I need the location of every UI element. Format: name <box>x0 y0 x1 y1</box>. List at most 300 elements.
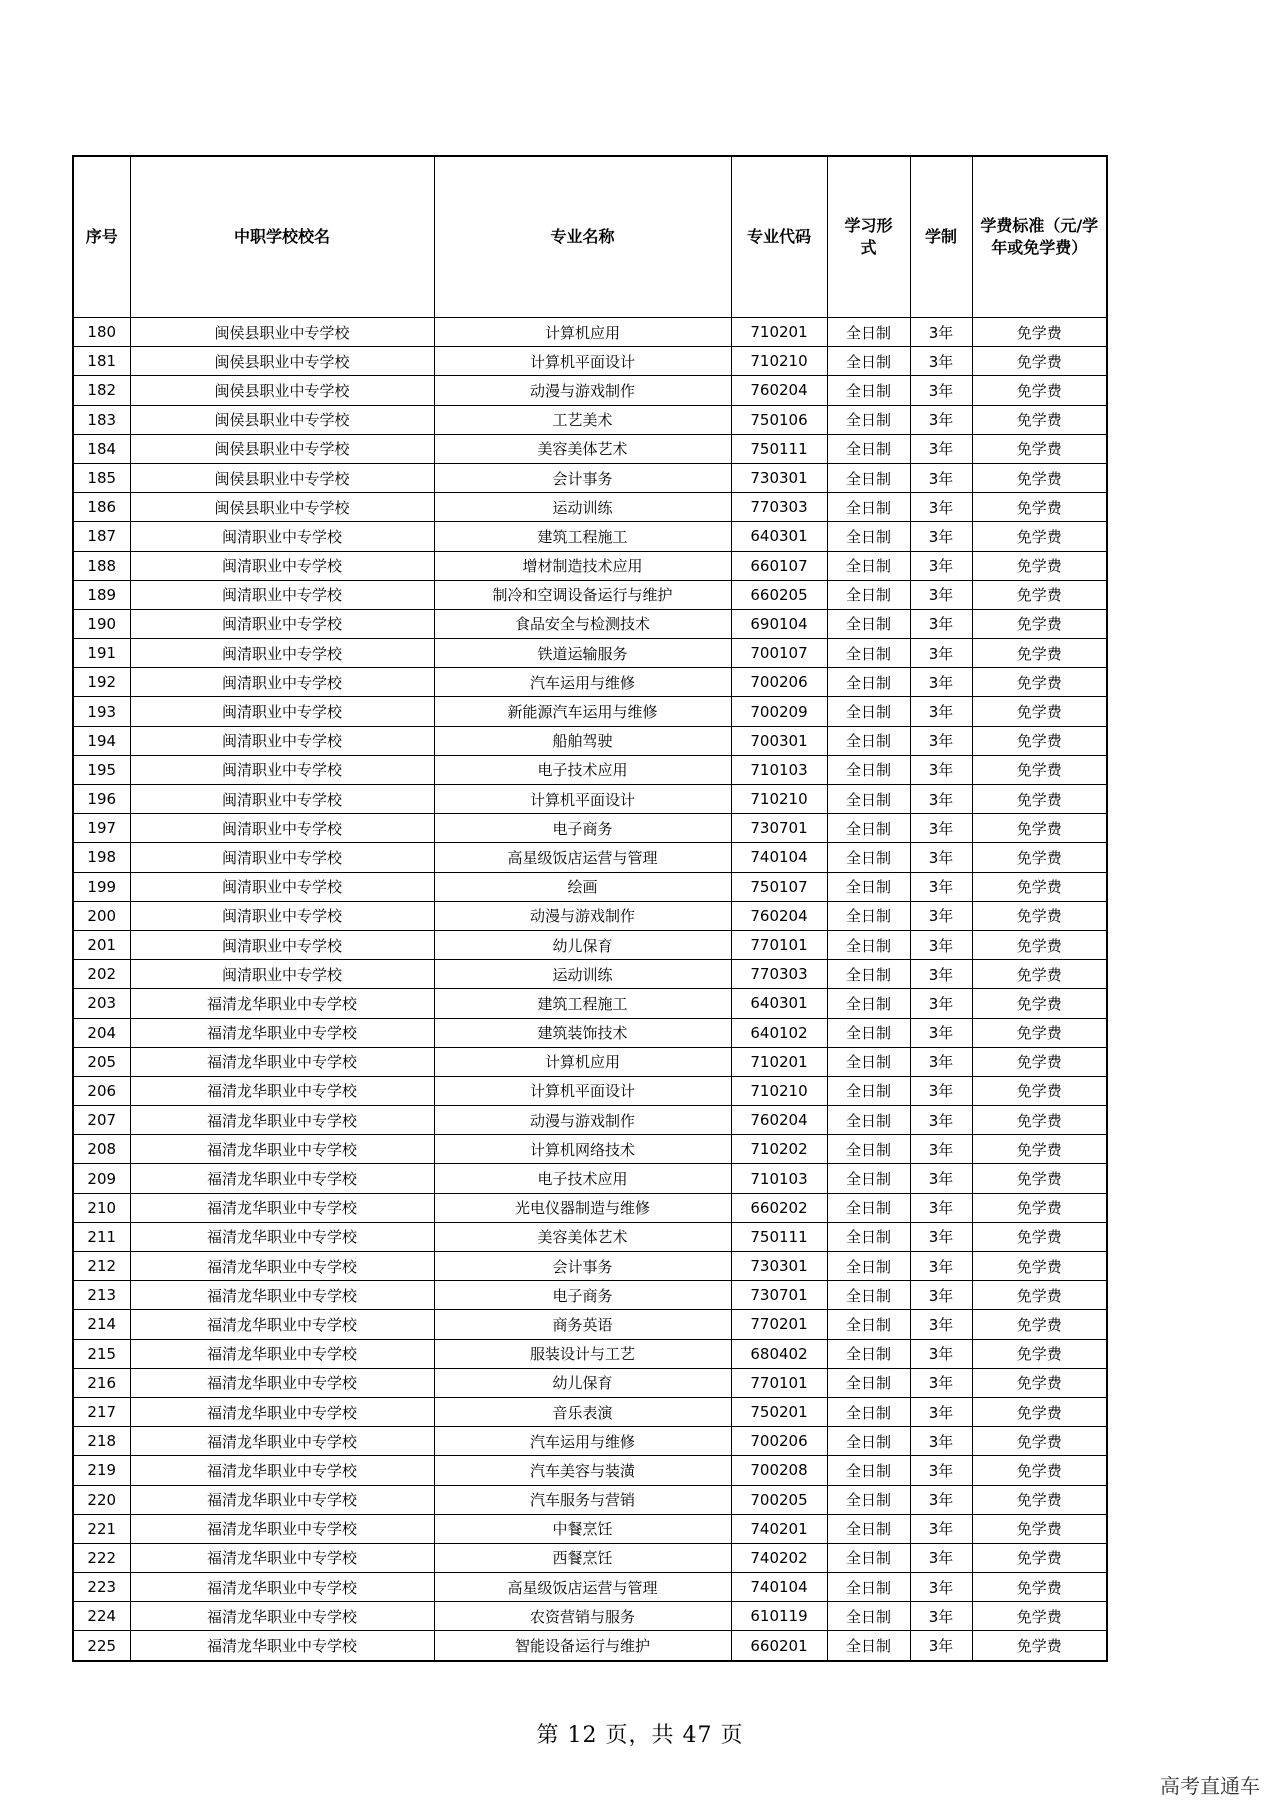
cell-duration: 3年 <box>910 1164 972 1193</box>
cell-major-name: 中餐烹饪 <box>434 1514 731 1543</box>
cell-study-mode: 全日制 <box>827 1456 910 1485</box>
cell-major-code: 730701 <box>731 814 827 843</box>
cell-duration: 3年 <box>910 376 972 405</box>
cell-study-mode: 全日制 <box>827 1368 910 1397</box>
cell-major-code: 690104 <box>731 609 827 638</box>
cell-major-name: 电子技术应用 <box>434 755 731 784</box>
cell-tuition: 免学费 <box>972 609 1107 638</box>
cell-major-name: 农资营销与服务 <box>434 1602 731 1631</box>
cell-duration: 3年 <box>910 1602 972 1631</box>
cell-duration: 3年 <box>910 1222 972 1251</box>
cell-index: 200 <box>73 901 130 930</box>
cell-duration: 3年 <box>910 1018 972 1047</box>
cell-duration: 3年 <box>910 843 972 872</box>
cell-study-mode: 全日制 <box>827 434 910 463</box>
cell-major-name: 智能设备运行与维护 <box>434 1631 731 1661</box>
cell-study-mode: 全日制 <box>827 1193 910 1222</box>
table-row <box>73 697 1107 726</box>
cell-tuition: 免学费 <box>972 668 1107 697</box>
cell-school-name: 福清龙华职业中专学校 <box>130 1456 434 1485</box>
cell-school-name: 闽清职业中专学校 <box>130 668 434 697</box>
table-header <box>73 156 1107 318</box>
cell-major-code: 680402 <box>731 1339 827 1368</box>
cell-index: 211 <box>73 1222 130 1251</box>
cell-tuition: 免学费 <box>972 1397 1107 1426</box>
cell-major-name: 电子商务 <box>434 1281 731 1310</box>
cell-tuition: 免学费 <box>972 1135 1107 1164</box>
cell-major-name: 商务英语 <box>434 1310 731 1339</box>
cell-major-code: 710103 <box>731 1164 827 1193</box>
cell-major-code: 730301 <box>731 463 827 492</box>
cell-tuition: 免学费 <box>972 930 1107 959</box>
cell-index: 189 <box>73 580 130 609</box>
table-row <box>73 1281 1107 1310</box>
cell-index: 216 <box>73 1368 130 1397</box>
header-study-mode: 学习形式 <box>827 156 910 318</box>
cell-school-name: 闽清职业中专学校 <box>130 522 434 551</box>
cell-index: 192 <box>73 668 130 697</box>
cell-major-name: 新能源汽车运用与维修 <box>434 697 731 726</box>
cell-index: 219 <box>73 1456 130 1485</box>
cell-duration: 3年 <box>910 1427 972 1456</box>
cell-tuition: 免学费 <box>972 755 1107 784</box>
header-major-name: 专业名称 <box>434 156 731 318</box>
cell-school-name: 闽侯县职业中专学校 <box>130 434 434 463</box>
cell-school-name: 福清龙华职业中专学校 <box>130 1252 434 1281</box>
cell-duration: 3年 <box>910 872 972 901</box>
cell-school-name: 闽清职业中专学校 <box>130 726 434 755</box>
cell-duration: 3年 <box>910 697 972 726</box>
header-tuition: 学费标准（元/学年或免学费） <box>972 156 1107 318</box>
cell-major-code: 700206 <box>731 1427 827 1456</box>
cell-duration: 3年 <box>910 1339 972 1368</box>
cell-major-code: 700107 <box>731 639 827 668</box>
cell-study-mode: 全日制 <box>827 1310 910 1339</box>
cell-study-mode: 全日制 <box>827 755 910 784</box>
cell-study-mode: 全日制 <box>827 551 910 580</box>
cell-index: 205 <box>73 1047 130 1076</box>
cell-school-name: 福清龙华职业中专学校 <box>130 1076 434 1105</box>
cell-index: 196 <box>73 785 130 814</box>
cell-major-code: 750111 <box>731 434 827 463</box>
cell-major-code: 700301 <box>731 726 827 755</box>
cell-duration: 3年 <box>910 1310 972 1339</box>
cell-tuition: 免学费 <box>972 1281 1107 1310</box>
table-row <box>73 989 1107 1018</box>
cell-major-code: 610119 <box>731 1602 827 1631</box>
cell-major-name: 幼儿保育 <box>434 1368 731 1397</box>
cell-major-name: 建筑工程施工 <box>434 989 731 1018</box>
cell-tuition: 免学费 <box>972 814 1107 843</box>
cell-school-name: 闽清职业中专学校 <box>130 901 434 930</box>
cell-major-code: 660202 <box>731 1193 827 1222</box>
cell-tuition: 免学费 <box>972 1485 1107 1514</box>
cell-tuition: 免学费 <box>972 434 1107 463</box>
cell-index: 210 <box>73 1193 130 1222</box>
cell-major-name: 工艺美术 <box>434 405 731 434</box>
cell-study-mode: 全日制 <box>827 901 910 930</box>
table-row <box>73 1164 1107 1193</box>
table-body <box>73 318 1107 1661</box>
cell-index: 193 <box>73 697 130 726</box>
cell-study-mode: 全日制 <box>827 1076 910 1105</box>
cell-school-name: 福清龙华职业中专学校 <box>130 1543 434 1572</box>
cell-index: 215 <box>73 1339 130 1368</box>
cell-tuition: 免学费 <box>972 785 1107 814</box>
cell-major-name: 计算机平面设计 <box>434 1076 731 1105</box>
cell-study-mode: 全日制 <box>827 1106 910 1135</box>
cell-tuition: 免学费 <box>972 1543 1107 1572</box>
cell-school-name: 闽侯县职业中专学校 <box>130 405 434 434</box>
cell-study-mode: 全日制 <box>827 1485 910 1514</box>
cell-duration: 3年 <box>910 318 972 347</box>
cell-major-name: 会计事务 <box>434 1252 731 1281</box>
cell-index: 195 <box>73 755 130 784</box>
cell-study-mode: 全日制 <box>827 1281 910 1310</box>
table-row <box>73 1135 1107 1164</box>
cell-tuition: 免学费 <box>972 1514 1107 1543</box>
cell-study-mode: 全日制 <box>827 1164 910 1193</box>
cell-school-name: 闽侯县职业中专学校 <box>130 347 434 376</box>
cell-major-name: 船舶驾驶 <box>434 726 731 755</box>
table-row <box>73 1076 1107 1105</box>
cell-index: 218 <box>73 1427 130 1456</box>
cell-tuition: 免学费 <box>972 1573 1107 1602</box>
cell-major-code: 640102 <box>731 1018 827 1047</box>
cell-study-mode: 全日制 <box>827 1047 910 1076</box>
cell-duration: 3年 <box>910 726 972 755</box>
table-row <box>73 930 1107 959</box>
table-row <box>73 639 1107 668</box>
cell-school-name: 福清龙华职业中专学校 <box>130 1281 434 1310</box>
cell-study-mode: 全日制 <box>827 1631 910 1661</box>
cell-study-mode: 全日制 <box>827 318 910 347</box>
table-row <box>73 1397 1107 1426</box>
cell-duration: 3年 <box>910 639 972 668</box>
cell-study-mode: 全日制 <box>827 580 910 609</box>
cell-index: 202 <box>73 960 130 989</box>
cell-study-mode: 全日制 <box>827 1018 910 1047</box>
cell-duration: 3年 <box>910 814 972 843</box>
cell-duration: 3年 <box>910 668 972 697</box>
cell-tuition: 免学费 <box>972 1631 1107 1661</box>
table-row <box>73 1368 1107 1397</box>
cell-school-name: 福清龙华职业中专学校 <box>130 1106 434 1135</box>
table-row <box>73 1106 1107 1135</box>
cell-major-code: 740201 <box>731 1514 827 1543</box>
cell-major-name: 绘画 <box>434 872 731 901</box>
cell-duration: 3年 <box>910 785 972 814</box>
cell-major-name: 美容美体艺术 <box>434 1222 731 1251</box>
cell-index: 199 <box>73 872 130 901</box>
cell-duration: 3年 <box>910 989 972 1018</box>
cell-duration: 3年 <box>910 1514 972 1543</box>
cell-duration: 3年 <box>910 347 972 376</box>
cell-index: 220 <box>73 1485 130 1514</box>
cell-study-mode: 全日制 <box>827 522 910 551</box>
cell-major-code: 770201 <box>731 1310 827 1339</box>
cell-tuition: 免学费 <box>972 1076 1107 1105</box>
cell-school-name: 福清龙华职业中专学校 <box>130 1514 434 1543</box>
cell-study-mode: 全日制 <box>827 1427 910 1456</box>
cell-duration: 3年 <box>910 1047 972 1076</box>
cell-major-code: 660201 <box>731 1631 827 1661</box>
cell-study-mode: 全日制 <box>827 726 910 755</box>
cell-school-name: 福清龙华职业中专学校 <box>130 1602 434 1631</box>
table-row <box>73 1456 1107 1485</box>
cell-school-name: 闽清职业中专学校 <box>130 930 434 959</box>
cell-major-name: 增材制造技术应用 <box>434 551 731 580</box>
cell-tuition: 免学费 <box>972 960 1107 989</box>
cell-duration: 3年 <box>910 1193 972 1222</box>
cell-major-name: 计算机平面设计 <box>434 785 731 814</box>
table-row <box>73 814 1107 843</box>
table-row <box>73 1631 1107 1661</box>
cell-major-code: 640301 <box>731 989 827 1018</box>
cell-school-name: 闽侯县职业中专学校 <box>130 318 434 347</box>
cell-school-name: 福清龙华职业中专学校 <box>130 1397 434 1426</box>
cell-index: 183 <box>73 405 130 434</box>
cell-tuition: 免学费 <box>972 1310 1107 1339</box>
cell-tuition: 免学费 <box>972 376 1107 405</box>
cell-major-name: 动漫与游戏制作 <box>434 901 731 930</box>
cell-major-name: 动漫与游戏制作 <box>434 1106 731 1135</box>
table-row <box>73 1252 1107 1281</box>
cell-study-mode: 全日制 <box>827 785 910 814</box>
cell-school-name: 福清龙华职业中专学校 <box>130 1193 434 1222</box>
cell-school-name: 闽侯县职业中专学校 <box>130 493 434 522</box>
cell-study-mode: 全日制 <box>827 1573 910 1602</box>
cell-index: 224 <box>73 1602 130 1631</box>
cell-major-name: 西餐烹饪 <box>434 1543 731 1572</box>
table-row <box>73 1573 1107 1602</box>
cell-tuition: 免学费 <box>972 697 1107 726</box>
cell-index: 212 <box>73 1252 130 1281</box>
cell-duration: 3年 <box>910 1631 972 1661</box>
cell-index: 201 <box>73 930 130 959</box>
header-row <box>73 156 1107 318</box>
cell-study-mode: 全日制 <box>827 872 910 901</box>
table-row <box>73 318 1107 347</box>
enrollment-table <box>72 155 1108 1662</box>
table-row <box>73 1602 1107 1631</box>
cell-school-name: 闽清职业中专学校 <box>130 872 434 901</box>
cell-index: 209 <box>73 1164 130 1193</box>
cell-major-name: 铁道运输服务 <box>434 639 731 668</box>
cell-study-mode: 全日制 <box>827 1222 910 1251</box>
cell-tuition: 免学费 <box>972 405 1107 434</box>
cell-tuition: 免学费 <box>972 318 1107 347</box>
cell-tuition: 免学费 <box>972 639 1107 668</box>
table-row <box>73 1222 1107 1251</box>
cell-major-code: 710202 <box>731 1135 827 1164</box>
table-row <box>73 1543 1107 1572</box>
cell-major-code: 660107 <box>731 551 827 580</box>
table-row <box>73 1427 1107 1456</box>
cell-major-name: 汽车运用与维修 <box>434 668 731 697</box>
cell-duration: 3年 <box>910 1252 972 1281</box>
cell-tuition: 免学费 <box>972 347 1107 376</box>
cell-tuition: 免学费 <box>972 580 1107 609</box>
cell-major-name: 制冷和空调设备运行与维护 <box>434 580 731 609</box>
cell-study-mode: 全日制 <box>827 609 910 638</box>
table-row <box>73 551 1107 580</box>
cell-tuition: 免学费 <box>972 1047 1107 1076</box>
table-row <box>73 1193 1107 1222</box>
cell-tuition: 免学费 <box>972 901 1107 930</box>
table-row <box>73 1310 1107 1339</box>
cell-major-code: 740104 <box>731 1573 827 1602</box>
cell-duration: 3年 <box>910 551 972 580</box>
cell-tuition: 免学费 <box>972 1252 1107 1281</box>
cell-major-code: 770101 <box>731 930 827 959</box>
cell-tuition: 免学费 <box>972 1222 1107 1251</box>
cell-index: 180 <box>73 318 130 347</box>
cell-study-mode: 全日制 <box>827 989 910 1018</box>
cell-tuition: 免学费 <box>972 989 1107 1018</box>
cell-index: 206 <box>73 1076 130 1105</box>
table-row <box>73 522 1107 551</box>
cell-index: 198 <box>73 843 130 872</box>
table-row <box>73 347 1107 376</box>
cell-study-mode: 全日制 <box>827 814 910 843</box>
cell-major-code: 770303 <box>731 960 827 989</box>
cell-duration: 3年 <box>910 1573 972 1602</box>
cell-index: 225 <box>73 1631 130 1661</box>
cell-school-name: 福清龙华职业中专学校 <box>130 1164 434 1193</box>
cell-major-name: 食品安全与检测技术 <box>434 609 731 638</box>
cell-major-code: 710201 <box>731 1047 827 1076</box>
table-row <box>73 843 1107 872</box>
table-row <box>73 609 1107 638</box>
cell-index: 222 <box>73 1543 130 1572</box>
header-duration: 学制 <box>910 156 972 318</box>
cell-index: 187 <box>73 522 130 551</box>
cell-index: 213 <box>73 1281 130 1310</box>
watermark: 高考直通车 <box>1160 1774 1260 1798</box>
cell-school-name: 闽清职业中专学校 <box>130 843 434 872</box>
table-row <box>73 463 1107 492</box>
cell-major-code: 750201 <box>731 1397 827 1426</box>
cell-tuition: 免学费 <box>972 1602 1107 1631</box>
cell-study-mode: 全日制 <box>827 930 910 959</box>
cell-school-name: 福清龙华职业中专学校 <box>130 989 434 1018</box>
cell-study-mode: 全日制 <box>827 493 910 522</box>
table-row <box>73 1339 1107 1368</box>
cell-index: 221 <box>73 1514 130 1543</box>
cell-school-name: 闽清职业中专学校 <box>130 814 434 843</box>
cell-duration: 3年 <box>910 522 972 551</box>
table-row <box>73 755 1107 784</box>
cell-major-name: 音乐表演 <box>434 1397 731 1426</box>
cell-major-name: 光电仪器制造与维修 <box>434 1193 731 1222</box>
cell-duration: 3年 <box>910 901 972 930</box>
cell-study-mode: 全日制 <box>827 1602 910 1631</box>
cell-major-code: 750107 <box>731 872 827 901</box>
table-row <box>73 376 1107 405</box>
cell-tuition: 免学费 <box>972 1456 1107 1485</box>
table-row <box>73 901 1107 930</box>
cell-major-code: 770303 <box>731 493 827 522</box>
cell-index: 194 <box>73 726 130 755</box>
cell-tuition: 免学费 <box>972 1339 1107 1368</box>
cell-study-mode: 全日制 <box>827 376 910 405</box>
cell-tuition: 免学费 <box>972 493 1107 522</box>
cell-major-code: 770101 <box>731 1368 827 1397</box>
cell-index: 214 <box>73 1310 130 1339</box>
cell-index: 190 <box>73 609 130 638</box>
cell-school-name: 福清龙华职业中专学校 <box>130 1047 434 1076</box>
cell-major-code: 740104 <box>731 843 827 872</box>
cell-school-name: 闽清职业中专学校 <box>130 697 434 726</box>
cell-major-code: 710201 <box>731 318 827 347</box>
cell-school-name: 闽清职业中专学校 <box>130 785 434 814</box>
cell-major-name: 会计事务 <box>434 463 731 492</box>
cell-index: 223 <box>73 1573 130 1602</box>
cell-tuition: 免学费 <box>972 551 1107 580</box>
cell-duration: 3年 <box>910 405 972 434</box>
cell-study-mode: 全日制 <box>827 463 910 492</box>
cell-index: 207 <box>73 1106 130 1135</box>
cell-major-code: 710210 <box>731 1076 827 1105</box>
cell-index: 185 <box>73 463 130 492</box>
cell-school-name: 福清龙华职业中专学校 <box>130 1368 434 1397</box>
cell-major-code: 710210 <box>731 785 827 814</box>
cell-school-name: 福清龙华职业中专学校 <box>130 1573 434 1602</box>
cell-study-mode: 全日制 <box>827 668 910 697</box>
cell-tuition: 免学费 <box>972 522 1107 551</box>
cell-duration: 3年 <box>910 1397 972 1426</box>
table-row <box>73 434 1107 463</box>
cell-tuition: 免学费 <box>972 1164 1107 1193</box>
cell-school-name: 闽清职业中专学校 <box>130 639 434 668</box>
cell-study-mode: 全日制 <box>827 697 910 726</box>
cell-study-mode: 全日制 <box>827 347 910 376</box>
cell-major-code: 750106 <box>731 405 827 434</box>
cell-major-name: 幼儿保育 <box>434 930 731 959</box>
table-row <box>73 960 1107 989</box>
header-major-code: 专业代码 <box>731 156 827 318</box>
cell-tuition: 免学费 <box>972 726 1107 755</box>
cell-duration: 3年 <box>910 434 972 463</box>
cell-school-name: 福清龙华职业中专学校 <box>130 1427 434 1456</box>
page-number: 第 12 页，共 47 页 <box>536 1723 744 1748</box>
cell-duration: 3年 <box>910 755 972 784</box>
cell-school-name: 闽清职业中专学校 <box>130 551 434 580</box>
table-row <box>73 1047 1107 1076</box>
cell-duration: 3年 <box>910 960 972 989</box>
cell-index: 217 <box>73 1397 130 1426</box>
cell-major-name: 美容美体艺术 <box>434 434 731 463</box>
cell-tuition: 免学费 <box>972 1018 1107 1047</box>
cell-study-mode: 全日制 <box>827 1135 910 1164</box>
cell-major-name: 汽车美容与装潢 <box>434 1456 731 1485</box>
cell-major-name: 电子商务 <box>434 814 731 843</box>
cell-study-mode: 全日制 <box>827 1397 910 1426</box>
cell-index: 188 <box>73 551 130 580</box>
cell-major-code: 730701 <box>731 1281 827 1310</box>
cell-major-code: 710103 <box>731 755 827 784</box>
table-row <box>73 405 1107 434</box>
cell-major-name: 汽车运用与维修 <box>434 1427 731 1456</box>
cell-tuition: 免学费 <box>972 1368 1107 1397</box>
cell-major-code: 700205 <box>731 1485 827 1514</box>
cell-major-code: 750111 <box>731 1222 827 1251</box>
cell-school-name: 闽清职业中专学校 <box>130 960 434 989</box>
cell-school-name: 闽清职业中专学校 <box>130 609 434 638</box>
cell-school-name: 闽清职业中专学校 <box>130 580 434 609</box>
cell-duration: 3年 <box>910 1368 972 1397</box>
